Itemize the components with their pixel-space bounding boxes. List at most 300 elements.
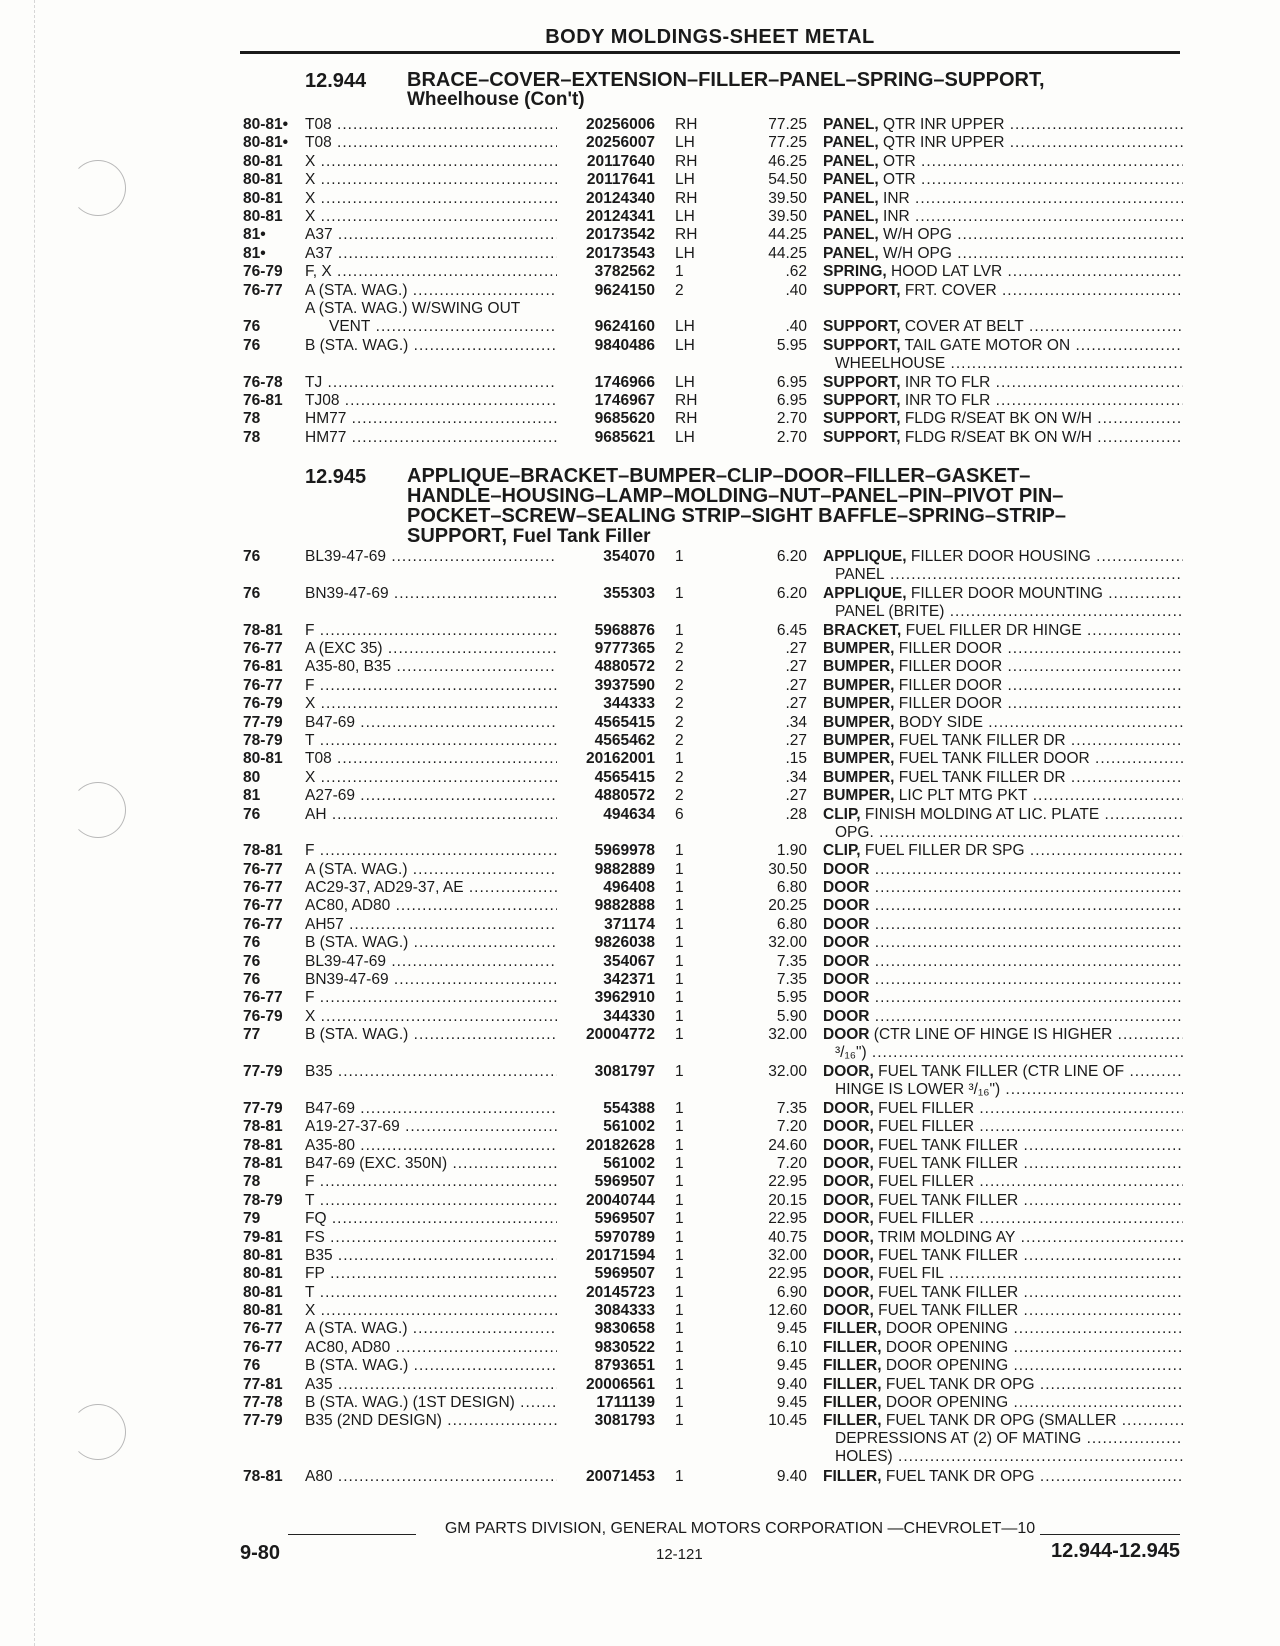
price: 7.35: [776, 952, 807, 970]
description-cell: [823, 1063, 1183, 1099]
price: 9.45: [776, 1320, 807, 1338]
model-year: 80-81: [243, 152, 283, 170]
part-number: 9685621: [594, 428, 655, 446]
model-text: F .....: [305, 622, 557, 640]
price: 40.75: [768, 1228, 807, 1246]
part-number: 4880572: [594, 787, 655, 805]
model-year: 78-81: [243, 842, 283, 860]
description-cell: [823, 337, 1183, 373]
quantity: 1: [675, 1026, 684, 1044]
description-cell: [823, 116, 1183, 134]
description-cell: [823, 1247, 1183, 1265]
price: 44.25: [768, 226, 807, 244]
quantity: 1: [675, 1246, 684, 1264]
table-row: [243, 171, 1183, 189]
model-cell: [305, 897, 557, 915]
description-keyword: DOOR,: [823, 1302, 874, 1320]
description-keyword: FILLER,: [823, 1338, 882, 1356]
model-year: 81•: [243, 226, 266, 244]
quantity: 1: [675, 1302, 684, 1320]
model-year: 77-79: [243, 1099, 283, 1117]
description-keyword: DOOR: [823, 971, 870, 989]
model-text: B47-69 .....: [305, 1100, 557, 1118]
price: .27: [785, 639, 807, 657]
description-keyword: DOOR: [823, 989, 870, 1007]
quantity: 1: [675, 548, 684, 565]
punch-hole: [70, 160, 126, 216]
model-cell: [305, 1008, 557, 1026]
table-row: [243, 640, 1183, 658]
part-number: 3962910: [594, 989, 655, 1007]
model-text: B47-69 .....: [305, 714, 557, 732]
section-number: 12.945: [305, 466, 367, 488]
model-year: 77-79: [243, 713, 283, 731]
quantity: 1: [675, 1265, 684, 1283]
description-text: TAIL GATE MOTOR ON: [900, 336, 1071, 354]
description-text: FUEL TANK FILLER: [873, 1283, 1019, 1301]
quantity: LH: [675, 207, 695, 225]
table-row: [243, 1357, 1183, 1375]
model-text: T08 .....: [305, 134, 557, 152]
description-cell: [823, 769, 1183, 787]
part-number: 20173542: [586, 226, 655, 244]
quantity: 2: [675, 658, 684, 676]
quantity: 2: [675, 281, 684, 299]
quantity: 2: [675, 768, 684, 786]
part-number: 20071453: [586, 1467, 655, 1485]
price: .27: [785, 731, 807, 749]
model-text: T08 .....: [305, 116, 557, 134]
part-number: 5970789: [594, 1228, 655, 1246]
description-cell: [823, 1320, 1183, 1338]
model-cell: [305, 1192, 557, 1210]
model-text: B47-69 (EXC. 350N) .....: [305, 1155, 557, 1173]
quantity: 1: [675, 879, 684, 897]
quantity: 1: [675, 1173, 684, 1191]
model-year: 76: [243, 336, 261, 354]
model-text: HM77 .....: [305, 410, 557, 428]
quantity: 1: [675, 934, 684, 952]
description-text: FUEL TANK FILLER: [873, 1246, 1019, 1264]
quantity: RH: [675, 152, 698, 170]
quantity: 1: [675, 1154, 684, 1172]
model-text: B35 (2ND DESIGN) .....: [305, 1412, 557, 1430]
quantity: 1: [675, 1357, 684, 1375]
description-keyword: BUMPER,: [823, 695, 895, 713]
model-cell: [305, 640, 557, 658]
table-row: [243, 1265, 1183, 1283]
model-year: 78-81: [243, 1118, 283, 1136]
table-row: [243, 989, 1183, 1007]
table-row: [243, 245, 1183, 263]
description-keyword: BUMPER,: [823, 676, 895, 694]
model-text: F .....: [305, 842, 557, 860]
price: 5.90: [776, 1007, 807, 1025]
price: 10.45: [768, 1412, 807, 1430]
description-cell: [823, 1376, 1183, 1394]
description-keyword: SUPPORT,: [823, 391, 901, 409]
description-cell: [823, 226, 1183, 244]
model-cell: [305, 1247, 557, 1265]
model-text: F .....: [305, 1173, 557, 1191]
description-text: WHEELHOUSE: [835, 354, 946, 372]
table-row: [243, 1394, 1183, 1412]
description-cell: [823, 245, 1183, 263]
part-number: 355303: [603, 584, 655, 602]
model-year: 76-78: [243, 373, 283, 391]
model-cell: [305, 842, 557, 860]
section-subtitle: Wheelhouse (Con't): [407, 89, 585, 110]
part-number: 8793651: [594, 1357, 655, 1375]
description-keyword: DOOR: [823, 915, 870, 933]
description-keyword: CLIP,: [823, 805, 861, 823]
price: 46.25: [768, 152, 807, 170]
part-number: 20173543: [586, 244, 655, 262]
model-text: X .....: [305, 208, 557, 226]
section-title: POCKET–SCREW–SEALING STRIP–SIGHT BAFFLE–SPRING–STRIP–: [407, 505, 1066, 527]
description-cell: [823, 658, 1183, 676]
description-cell: [823, 1265, 1183, 1283]
description-cell: [823, 548, 1183, 584]
model-year: 77: [243, 1026, 261, 1044]
table-row: [243, 1376, 1183, 1394]
description-keyword: DOOR: [823, 879, 870, 897]
model-cell: [305, 1063, 557, 1081]
table-row: [243, 153, 1183, 171]
model-text: AC80, AD80 .....: [305, 897, 557, 915]
model-year: 76: [243, 934, 261, 952]
price: .62: [785, 263, 807, 281]
model-text: AC80, AD80 .....: [305, 1339, 557, 1357]
description-keyword: SUPPORT,: [823, 373, 901, 391]
part-number: 3084333: [594, 1302, 655, 1320]
quantity: 1: [675, 1394, 684, 1412]
description-keyword: DOOR,: [823, 1283, 874, 1301]
punch-hole: [70, 782, 126, 838]
description-keyword: FILLER,: [823, 1375, 882, 1393]
description-text: INR TO FLR: [900, 391, 991, 409]
table-row: [243, 1412, 1183, 1467]
description-text: FUEL FILLER: [873, 1099, 975, 1117]
quantity: 1: [675, 1338, 684, 1356]
description-cell: [823, 640, 1183, 658]
model-cell: [305, 153, 557, 171]
table-row: [243, 750, 1183, 768]
model-year: 76-77: [243, 860, 283, 878]
part-number: 20124340: [586, 189, 655, 207]
model-text: A (STA. WAG.) .....: [305, 861, 557, 879]
description-keyword: APPLIQUE,: [823, 584, 907, 602]
description-keyword: DOOR,: [823, 1118, 874, 1136]
table-row: [243, 1229, 1183, 1247]
model-cell: [305, 548, 557, 566]
description-text: W/H OPG: [878, 226, 952, 244]
table-row: [243, 732, 1183, 750]
description-cell: [823, 714, 1183, 732]
model-year: 76: [243, 548, 261, 565]
quantity: 1: [675, 897, 684, 915]
model-text: A80 .....: [305, 1468, 557, 1486]
model-year: 81•: [243, 244, 266, 262]
price: 6.10: [776, 1338, 807, 1356]
table-row: [243, 806, 1183, 843]
description-text: QTR INR UPPER: [878, 134, 1005, 152]
model-year: 78-81: [243, 1154, 283, 1172]
description-keyword: DOOR: [823, 897, 870, 915]
model-cell: [305, 1376, 557, 1394]
description-text: OTR: [878, 171, 916, 189]
description-keyword: PANEL,: [823, 134, 879, 152]
model-cell: [305, 282, 557, 300]
description-text: FUEL TANK DR OPG (SMALLER: [881, 1412, 1117, 1430]
model-text: X .....: [305, 171, 557, 189]
description-text: PANEL (BRITE): [835, 602, 945, 620]
model-text: A (STA. WAG.) W/SWING OUT: [305, 299, 521, 317]
description-text: INR: [878, 207, 910, 225]
price: 9.45: [776, 1357, 807, 1375]
model-cell: [305, 410, 557, 428]
model-cell: [305, 1210, 557, 1228]
model-cell: [305, 116, 557, 134]
model-cell: [305, 622, 557, 640]
price: 9.40: [776, 1375, 807, 1393]
part-number: 20117641: [586, 171, 655, 189]
price: 9.45: [776, 1394, 807, 1412]
table-row: [243, 337, 1183, 374]
description-text: FLDG R/SEAT BK ON W/H: [900, 410, 1092, 428]
description-cell: [823, 1284, 1183, 1302]
model-year: 76-77: [243, 639, 283, 657]
price: 24.60: [768, 1136, 807, 1154]
table-row: [243, 1339, 1183, 1357]
part-number: 3081793: [594, 1412, 655, 1430]
model-cell: [305, 677, 557, 695]
model-text: FQ .....: [305, 1210, 557, 1228]
model-year: 76-81: [243, 391, 283, 409]
model-year: 78: [243, 428, 261, 446]
price: .27: [785, 695, 807, 713]
model-year: 76: [243, 318, 261, 336]
model-year: 76-77: [243, 1338, 283, 1356]
part-number: 344333: [603, 695, 655, 713]
description-text: FUEL TANK FILLER DOOR: [894, 750, 1090, 768]
model-text: TJ08 .....: [305, 392, 557, 410]
description-cell: [823, 263, 1183, 281]
table-row: [243, 622, 1183, 640]
price: 32.00: [768, 1063, 807, 1080]
description-keyword: CLIP,: [823, 842, 861, 860]
table-row: [243, 300, 1183, 337]
description-text: LIC PLT MTG PKT: [894, 787, 1028, 805]
description-keyword: BRACKET,: [823, 621, 902, 639]
model-year: 78: [243, 410, 261, 428]
model-cell: [305, 879, 557, 897]
model-cell: [305, 190, 557, 208]
model-cell: [305, 300, 557, 337]
part-number: 9826038: [594, 934, 655, 952]
table-row: [243, 1210, 1183, 1228]
model-text: B (STA. WAG.) .....: [305, 1357, 557, 1375]
description-text: FUEL FILLER: [873, 1210, 975, 1228]
part-number: 554388: [603, 1099, 655, 1117]
quantity: 1: [675, 1191, 684, 1209]
table-row: [243, 548, 1183, 585]
price: 7.35: [776, 971, 807, 989]
quantity: 1: [675, 1063, 684, 1080]
description-keyword: PANEL,: [823, 171, 879, 189]
price: 39.50: [768, 207, 807, 225]
quantity: 2: [675, 695, 684, 713]
description-cell: [823, 1339, 1183, 1357]
description-text: ³/₁₆"): [835, 1044, 867, 1062]
description-keyword: PANEL,: [823, 116, 879, 133]
section-title: BRACE–COVER–EXTENSION–FILLER–PANEL–SPRING–SUPPORT,: [407, 69, 1045, 91]
description-cell: [823, 392, 1183, 410]
model-text: T .....: [305, 1192, 557, 1210]
model-text: FS .....: [305, 1229, 557, 1247]
description-keyword: DOOR,: [823, 1099, 874, 1117]
table-row: [243, 1320, 1183, 1338]
model-year: 79: [243, 1210, 261, 1228]
part-number: 9882888: [594, 897, 655, 915]
description-keyword: BUMPER,: [823, 713, 895, 731]
model-text: T08 .....: [305, 750, 557, 768]
description-text: FUEL TANK FILLER (CTR LINE OF: [873, 1063, 1125, 1080]
table-row: [243, 934, 1183, 952]
description-cell: [823, 374, 1183, 392]
description-text: DOOR OPENING: [881, 1394, 1009, 1412]
description-text: FILLER DOOR: [894, 676, 1003, 694]
model-year: 76-79: [243, 263, 283, 281]
model-text: A (STA. WAG.) .....: [305, 1320, 557, 1338]
model-cell: [305, 1173, 557, 1191]
table-row: [243, 953, 1183, 971]
price: 39.50: [768, 189, 807, 207]
table-row: [243, 208, 1183, 226]
description-keyword: SUPPORT,: [823, 336, 901, 354]
quantity: 1: [675, 1228, 684, 1246]
quantity: 2: [675, 639, 684, 657]
description-cell: [823, 134, 1183, 152]
part-number: 4565415: [594, 713, 655, 731]
part-number: 9777365: [594, 639, 655, 657]
quantity: 1: [675, 860, 684, 878]
description-cell: [823, 1026, 1183, 1062]
part-number: 1711139: [596, 1394, 655, 1412]
description-keyword: PANEL,: [823, 244, 879, 262]
part-number: 4565415: [594, 768, 655, 786]
model-text: B (STA. WAG.) .....: [305, 337, 557, 355]
table-row: [243, 1284, 1183, 1302]
description-keyword: DOOR,: [823, 1210, 874, 1228]
punch-hole: [70, 1404, 126, 1460]
price: 1.90: [776, 842, 807, 860]
description-text: FILLER DOOR HOUSING: [906, 548, 1091, 565]
part-number: 9830658: [594, 1320, 655, 1338]
part-number: 4880572: [594, 658, 655, 676]
description-keyword: BUMPER,: [823, 750, 895, 768]
model-year: 77-81: [243, 1375, 283, 1393]
model-year: 78-79: [243, 1191, 283, 1209]
model-text: AC29-37, AD29-37, AE .....: [305, 879, 557, 897]
footer-page-number: 12-121: [656, 1546, 703, 1563]
table-row: [243, 897, 1183, 915]
description-cell: [823, 153, 1183, 171]
model-text: A37 .....: [305, 245, 557, 263]
description-keyword: FILLER,: [823, 1394, 882, 1412]
table-row: [243, 282, 1183, 300]
price: 7.20: [776, 1154, 807, 1172]
description-text: HOOD LAT LVR: [886, 263, 1003, 281]
part-number: 9830522: [594, 1338, 655, 1356]
description-cell: [823, 1137, 1183, 1155]
model-cell: [305, 1118, 557, 1136]
quantity: 1: [675, 1467, 684, 1485]
model-cell: [305, 208, 557, 226]
price: 22.95: [768, 1265, 807, 1283]
price: 54.50: [768, 171, 807, 189]
description-text: FUEL TANK DR OPG: [881, 1375, 1035, 1393]
description-text: DOOR OPENING: [881, 1357, 1009, 1375]
model-cell: [305, 134, 557, 152]
table-row: [243, 714, 1183, 732]
description-cell: [823, 732, 1183, 750]
description-text: FINISH MOLDING AT LIC. PLATE: [860, 805, 1100, 823]
quantity: LH: [675, 428, 695, 446]
table-row: [243, 1026, 1183, 1063]
part-number: 561002: [603, 1118, 655, 1136]
description-text: FILLER DOOR: [894, 639, 1003, 657]
part-number: 9882889: [594, 860, 655, 878]
model-text: F .....: [305, 989, 557, 1007]
model-year: 76-77: [243, 915, 283, 933]
price: 6.45: [776, 621, 807, 639]
model-text: X .....: [305, 1302, 557, 1320]
description-cell: [823, 1118, 1183, 1136]
description-cell: [823, 989, 1183, 1007]
table-row: [243, 1137, 1183, 1155]
model-year: 76-77: [243, 989, 283, 1007]
model-year: 80-81•: [243, 116, 289, 133]
model-text: A35-80 .....: [305, 1137, 557, 1155]
model-text: B (STA. WAG.) .....: [305, 934, 557, 952]
model-cell: [305, 732, 557, 750]
description-cell: [823, 1008, 1183, 1026]
description-cell: [823, 429, 1183, 447]
section-title: APPLIQUE–BRACKET–BUMPER–CLIP–DOOR–FILLER–GASKET–: [407, 465, 1031, 487]
description-keyword: PANEL,: [823, 189, 879, 207]
part-number: 9624150: [594, 281, 655, 299]
quantity: 1: [675, 952, 684, 970]
table-row: [243, 787, 1183, 805]
quantity: RH: [675, 410, 698, 428]
price: 44.25: [768, 244, 807, 262]
part-number: 20256007: [586, 134, 655, 152]
description-text: FUEL FIL: [873, 1265, 944, 1283]
part-number: 354067: [603, 952, 655, 970]
model-year: 78-81: [243, 621, 283, 639]
price: 2.70: [776, 410, 807, 428]
description-keyword: BUMPER,: [823, 731, 895, 749]
model-cell: [305, 245, 557, 263]
table-row: [243, 429, 1183, 447]
price: 20.15: [768, 1191, 807, 1209]
part-number: 20124341: [586, 207, 655, 225]
quantity: 1: [675, 1210, 684, 1228]
model-year: 80-81: [243, 750, 283, 768]
model-year: 77-79: [243, 1063, 283, 1080]
description-keyword: BUMPER,: [823, 639, 895, 657]
